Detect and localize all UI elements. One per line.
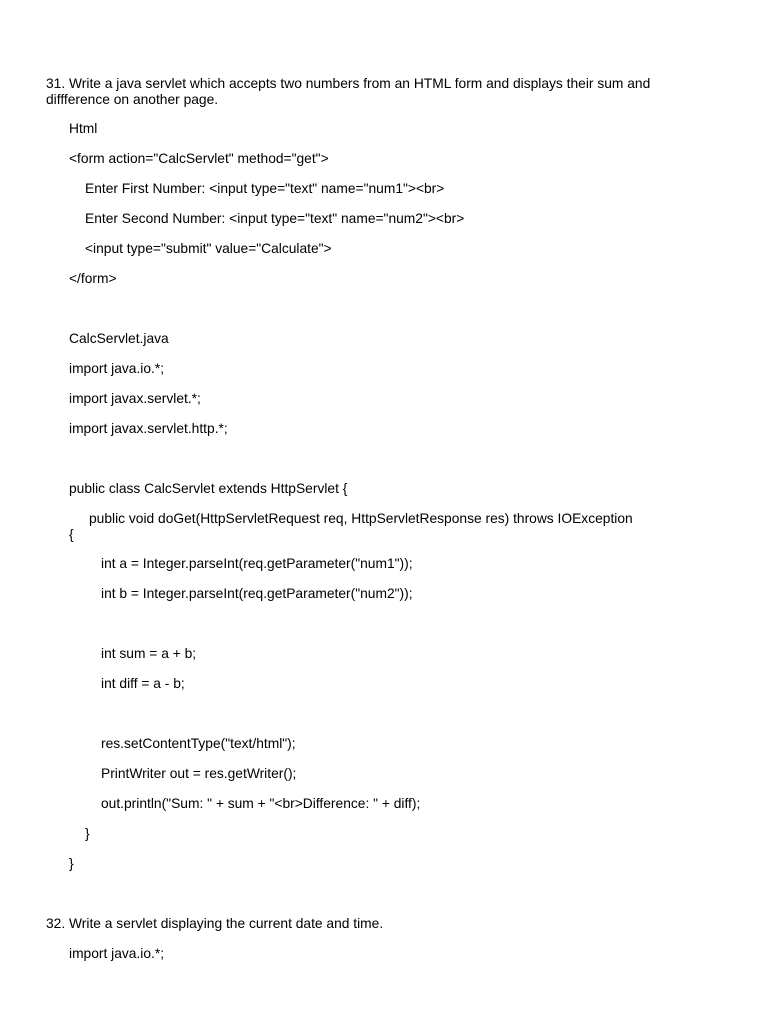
code-form-open: <form action="CalcServlet" method="get"> xyxy=(69,151,329,166)
code-parse-a: int a = Integer.parseInt(req.getParameter("num1")); xyxy=(101,556,413,571)
code-diff: int diff = a - b; xyxy=(101,676,185,691)
code-method-declaration: public void doGet(HttpServletRequest req, HttpServletResponse res) throws IOException xyxy=(89,511,633,526)
code-class-close-brace: } xyxy=(69,856,74,871)
code-println: out.println("Sum: " + sum + "<br>Difference: " + diff); xyxy=(101,796,421,811)
code-import-io: import java.io.*; xyxy=(69,361,165,376)
code-import-io-q32: import java.io.*; xyxy=(69,946,165,961)
code-set-content-type: res.setContentType("text/html"); xyxy=(101,736,296,751)
file-label: CalcServlet.java xyxy=(69,331,169,346)
code-parse-b: int b = Integer.parseInt(req.getParameter("num2")); xyxy=(101,586,413,601)
code-class-declaration: public class CalcServlet extends HttpServlet { xyxy=(69,481,348,496)
code-print-writer: PrintWriter out = res.getWriter(); xyxy=(101,766,297,781)
code-import-servlet-http: import javax.servlet.http.*; xyxy=(69,421,228,436)
code-form-close: </form> xyxy=(69,271,117,286)
code-input-submit: <input type="submit" value="Calculate"> xyxy=(85,241,332,256)
code-import-servlet: import javax.servlet.*; xyxy=(69,391,201,406)
code-input-num1: Enter First Number: <input type="text" name="num1"><br> xyxy=(85,181,445,196)
code-input-num2: Enter Second Number: <input type="text" name="num2"><br> xyxy=(85,211,465,226)
code-method-close-brace: } xyxy=(85,826,90,841)
question-31-title: 31. Write a java servlet which accepts two numbers from an HTML form and displays their sum and diffference on another page. xyxy=(46,76,651,107)
html-label: Html xyxy=(69,121,98,136)
code-method-open-brace: { xyxy=(69,527,74,542)
question-32-title: 32. Write a servlet displaying the current date and time. xyxy=(46,916,384,931)
code-sum: int sum = a + b; xyxy=(101,646,197,661)
